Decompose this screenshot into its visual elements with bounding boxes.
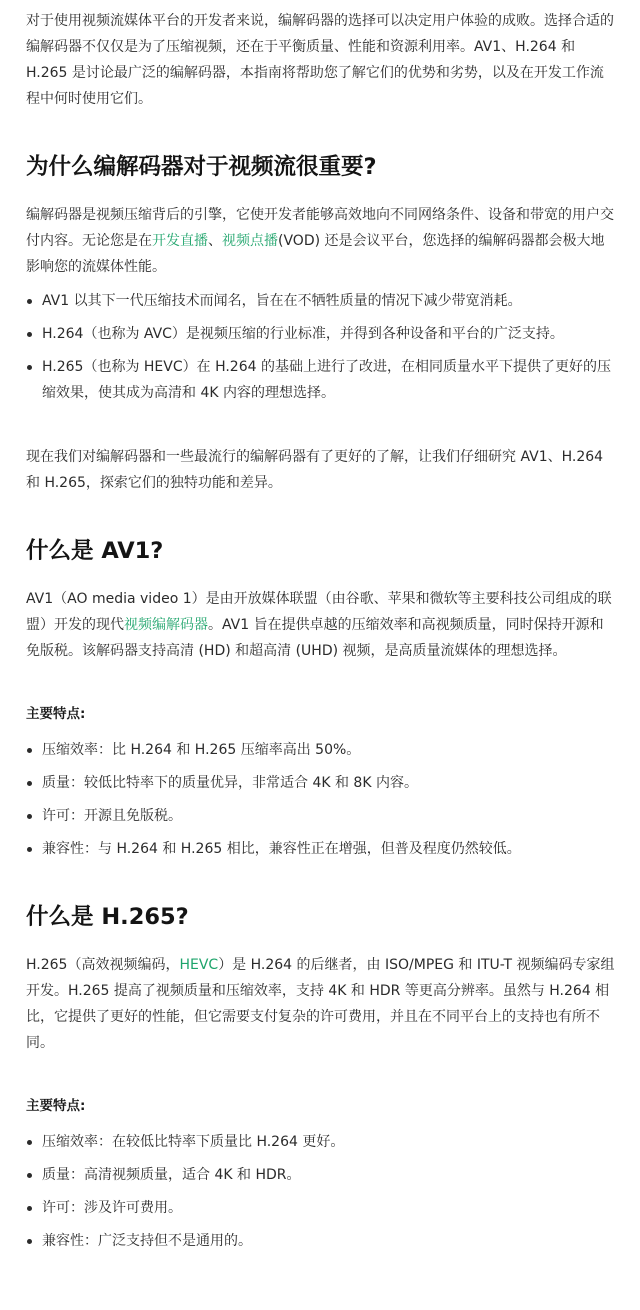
intro-paragraph: 对于使用视频流媒体平台的开发者来说，编解码器的选择可以决定用户体验的成败。选择合适的编解码器不仅仅是为了压缩视频，还在于平衡质量、性能和资源利用率。AV1、H.264 和 H.265 是讨论最广泛的编解码器，本指南将帮助您了解它们的优势和劣势，以及在开发工作流程中何时使用它们。 <box>26 13 614 107</box>
av1-text-2: 。AV1 旨在提供卓越的压缩效率和高视频质量，同时保持开源和免版税。该解码器支持高清 (HD) 和超高清 (UHD) 视频，是高质量流媒体的理想选择。 <box>26 617 604 659</box>
list-item-text: AV1 以其下一代压缩技术而闻名，旨在在不牺牲质量的情况下减少带宽消耗。 <box>42 293 522 309</box>
bullet-dot <box>27 299 32 304</box>
h265-feature-list <box>26 1129 616 1254</box>
h265-heading: 什么是 H.265? <box>26 904 189 930</box>
bullet-dot <box>27 332 32 337</box>
h265-text-1: H.265（高效视频编码， <box>26 957 180 973</box>
list-item <box>26 803 616 829</box>
list-item-text: H.264（也称为 AVC）是视频压缩的行业标准，并得到各种设备和平台的广泛支持。 <box>42 326 564 342</box>
list-item-text: 质量：较低比特率下的质量优异，非常适合 4K 和 8K 内容。 <box>42 775 418 791</box>
bullet-dot <box>27 1206 32 1211</box>
bullet-dot <box>27 847 32 852</box>
bullet-dot <box>27 748 32 753</box>
bullet-dot <box>27 1140 32 1145</box>
vod-link[interactable]: 视频点播 <box>222 233 278 249</box>
av1-features-label: 主要特点: <box>26 706 86 722</box>
link-separator: 、 <box>208 233 222 249</box>
bullet-dot <box>27 1239 32 1244</box>
h265-paragraph <box>26 952 616 1056</box>
why-bullet-list <box>26 288 616 406</box>
list-item <box>26 737 616 763</box>
list-item <box>26 836 616 862</box>
list-item <box>26 1228 616 1254</box>
list-item-text: 许可：涉及许可费用。 <box>42 1200 182 1216</box>
list-item <box>26 1162 616 1188</box>
bullet-dot <box>27 1173 32 1178</box>
list-item-text: 许可：开源且免版税。 <box>42 808 182 824</box>
list-item <box>26 1129 616 1155</box>
why-closing-paragraph: 现在我们对编解码器和一些最流行的编解码器有了更好的了解，让我们仔细研究 AV1、H.264 和 H.265，探索它们的独特功能和差异。 <box>26 449 604 491</box>
list-item-text: 压缩效率：比 H.264 和 H.265 压缩率高出 50%。 <box>42 742 361 758</box>
list-item-text: 兼容性：广泛支持但不是通用的。 <box>42 1233 252 1249</box>
list-item <box>26 770 616 796</box>
h265-text-2: ）是 H.264 的后继者，由 ISO/MPEG 和 ITU-T 视频编码专家组开发。H.265 提高了视频质量和压缩效率，支持 4K 和 HDR 等更高分辨率。虽然与 H.264 相比，它提供了更好的性能，但它需要支付复杂的许可费用，并且在不同平台上的支持也有所不同。 <box>26 957 615 1051</box>
list-item-text: 兼容性：与 H.264 和 H.265 相比，兼容性正在增强，但普及程度仍然较低。 <box>42 841 521 857</box>
av1-text-1: AV1（AO media video 1）是由开放媒体联盟（由谷歌、苹果和微软等主要科技公司组成的联盟）开发的现代 <box>26 591 612 633</box>
list-item-text: 压缩效率：在较低比特率下质量比 H.264 更好。 <box>42 1134 345 1150</box>
why-text-1: 编解码器是视频压缩背后的引擎，它使开发者能够高效地向不同网络条件、设备和带宽的用户交付内容。无论您是在 <box>26 207 614 249</box>
why-heading: 为什么编解码器对于视频流很重要? <box>26 154 377 180</box>
bullet-dot <box>27 781 32 786</box>
list-item <box>26 1195 616 1221</box>
av1-paragraph <box>26 586 616 664</box>
hevc-link[interactable]: HEVC <box>179 957 219 973</box>
list-item <box>26 354 616 406</box>
av1-feature-list <box>26 737 616 862</box>
list-item <box>26 288 616 314</box>
list-item <box>26 321 616 347</box>
video-codec-link[interactable]: 视频编解码器 <box>124 617 208 633</box>
list-item-text: H.265（也称为 HEVC）在 H.264 的基础上进行了改进，在相同质量水平下提供了更好的压缩效果，使其成为高清和 4K 内容的理想选择。 <box>42 359 611 401</box>
bullet-dot <box>27 365 32 370</box>
h265-features-label: 主要特点: <box>26 1098 86 1114</box>
av1-heading: 什么是 AV1? <box>26 538 164 564</box>
why-text-2: (VOD) 还是会议平台，您选择的编解码器都会极大地影响您的流媒体性能。 <box>26 233 605 275</box>
list-item-text: 质量：高清视频质量，适合 4K 和 HDR。 <box>42 1167 301 1183</box>
bullet-dot <box>27 814 32 819</box>
why-paragraph <box>26 202 616 280</box>
live-streaming-link[interactable]: 开发直播 <box>152 233 208 249</box>
